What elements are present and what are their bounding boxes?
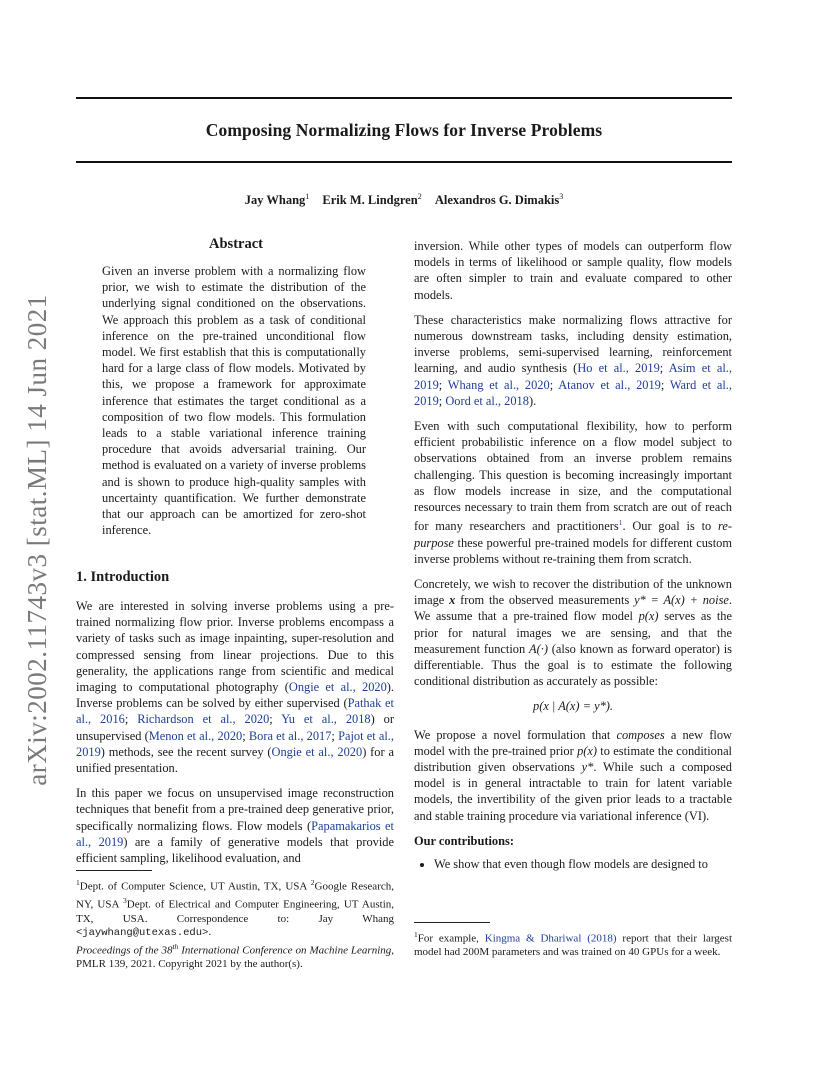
citation-link[interactable]: Menon et al., 2020: [148, 728, 243, 743]
intro-heading: 1. Introduction: [76, 569, 170, 585]
right-column-body: [414, 238, 732, 872]
intro-paragraph-1: We are interested in solving inverse problems using a pre-trained normalizing flow prior. Inverse problems encompass a variety of tasks such as image inpainting, super-resolution and compressed sensing from linear projections. Due to this generality, the applications range from scientific and medical imaging to computational photography (Ongie et al., 2020). Inverse problems can be solved by either supervised (Pathak et al., 2016; Richardson et al., 2020; Yu et al., 2018) or unsupervised (Menon et al., 2020; Bora et al., 2017; Pajot et al., 2019) methods, see the recent survey (Ongie et al., 2020) for a unified presentation.: [76, 599, 395, 776]
arxiv-stamp: arXiv:2002.11743v3 [stat.ML] 14 Jun 2021: [22, 294, 52, 786]
left-column-body: [76, 598, 394, 875]
citation-link[interactable]: Ongie et al., 2020: [271, 744, 363, 759]
contributions-list: [414, 856, 732, 872]
paragraph-propose: We propose a novel formulation that composes a new flow model with the pre-trained prior p(x) to estimate the conditional distribution given observations y*. While such a composed model is in general intractable to train for latent variable models, the invertibility of the given prior leads to a tractable and stable training procedure via variational inference (VI).: [414, 727, 733, 823]
citation-link[interactable]: Pathak et al., 2016: [76, 696, 394, 727]
author-list: [76, 192, 732, 208]
citation-link[interactable]: Whang et al., 2020: [447, 377, 550, 392]
citation-link[interactable]: Ongie et al., 2020: [288, 680, 387, 695]
contributions-heading: Our contributions:: [414, 833, 514, 848]
citation-link[interactable]: Ho et al., 2019: [577, 361, 660, 376]
intro-paragraph-2: In this paper we focus on unsupervised image reconstruction techniques that benefit from a pre-trained deep generative prior, specifically normalizing flows. Flow models (Papamakarios et al., 2019) are a family of generative models that provide efficient sampling, likelihood evaluation, and: [76, 786, 394, 866]
author-3: Alexandros G. Dimakis$^3$: [434, 192, 564, 208]
paragraph-inversion: inversion. While other types of models can outperform flow models in terms of likelihood or sample quality, flow models are often simpler to train and evaluate compared to other models.: [414, 239, 732, 302]
citation-link[interactable]: Ward et al., 2019: [414, 377, 732, 408]
citation-link[interactable]: Kingma & Dhariwal (2018): [484, 932, 617, 945]
paragraph-concretely: Concretely, we wish to recover the distribution of the unknown image x from the observed measurements y* = A(x) + noise. We assume that a pre-trained flow model p(x) serves as the prior for natural images we are sensing, and that the measurement function A(·) (also known as forward operator) is differentiable. Thus the goal is to estimate the following conditional distribution as accurately as possible:: [414, 576, 732, 689]
conditional-equation: p(x | A(x) = y*).: [533, 699, 613, 714]
affiliation-footnote: $^1$Dept. of Computer Science, UT Austin, TX, USA $^2$Google Research, NY, USA $^3$Dept. of Electrical and Computer Engineering, UT Austin, TX, USA. Correspondence to: Jay Whang <jaywhang@utexas.edu>.: [76, 878, 395, 940]
abstract-heading: Abstract: [209, 236, 263, 252]
paragraph-characteristics: These characteristics make normalizing flows attractive for numerous downstream tasks, including density estimation, inverse problems, semi-supervised learning, reinforcement learning, and audio synthesis (Ho et al., 2019; Asim et al., 2019; Whang et al., 2020; Atanov et al., 2019; Ward et al., 2019; Oord et al., 2018).: [414, 312, 732, 408]
paragraph-flexibility: Even with such computational flexibility, how to perform efficient probabilistic inference on a flow model subject to observations obtained from an inverse problem remains challenging. This question is becoming increasingly important as flow models increase in size, and the computational resources necessary to train them from scratch are out of reach for many researchers and practitioners$^1$. Our goal is to re-purpose these powerful pre-trained models for different custom inverse problems without re-training them from scratch.: [414, 419, 733, 566]
gpu-footnote: $^1$For example, Kingma & Dhariwal (2018) report that their largest model had 200M parameters and was trained on 40 GPUs for a week.: [414, 930, 733, 959]
citation-link[interactable]: Oord et al., 2018: [445, 393, 529, 408]
citation-link[interactable]: Atanov et al., 2019: [558, 377, 661, 392]
abstract-text: Given an inverse problem with a normalizing flow prior, we wish to estimate the distribution of the underlying signal conditioned on the observations. We approach this problem as a task of conditional inference on the pre-trained unconditional flow model. We first establish that this is computationally hard for a large class of flow models. Motivated by this, we propose a framework for approximate inference that estimates the target conditional as a composition of two flow models. This formulation leads to a stable variational inference training procedure that avoids adversarial training. Our method is evaluated on a variety of inverse problems and is shown to produce high-quality samples with uncertainty quantification. We further demonstrate that our approach can be amortized for zero-shot inference.: [102, 264, 366, 538]
email-address[interactable]: <jaywhang@utexas.edu>: [76, 927, 209, 940]
proceedings-note: Proceedings of the 38th International Conference on Machine Learning, PMLR 139, 2021. Copyright 2021 by the author(s).: [76, 942, 394, 971]
citation-link[interactable]: Yu et al., 2018: [281, 712, 371, 727]
citation-link[interactable]: Richardson et al., 2020: [137, 712, 270, 727]
citation-link[interactable]: Bora et al., 2017: [248, 728, 332, 743]
footnote-marker[interactable]: 1: [618, 518, 623, 528]
author-1: Jay Whang$^1$: [244, 192, 310, 208]
list-item: • We show that even though flow models are designed to: [434, 856, 732, 872]
title-top-rule: [76, 97, 732, 99]
author-2: Erik M. Lindgren$^2$: [322, 192, 422, 208]
citation-link[interactable]: Papamakarios et al., 2019: [76, 818, 394, 849]
citation-link[interactable]: Pajot et al., 2019: [76, 728, 394, 759]
footnote-rule-left: [76, 870, 152, 871]
citation-link[interactable]: Asim et al., 2019: [414, 361, 732, 392]
paper-title: Composing Normalizing Flows for Inverse Problems: [205, 120, 603, 140]
title-bottom-rule: [76, 161, 732, 163]
footnote-rule-right: [414, 922, 490, 923]
